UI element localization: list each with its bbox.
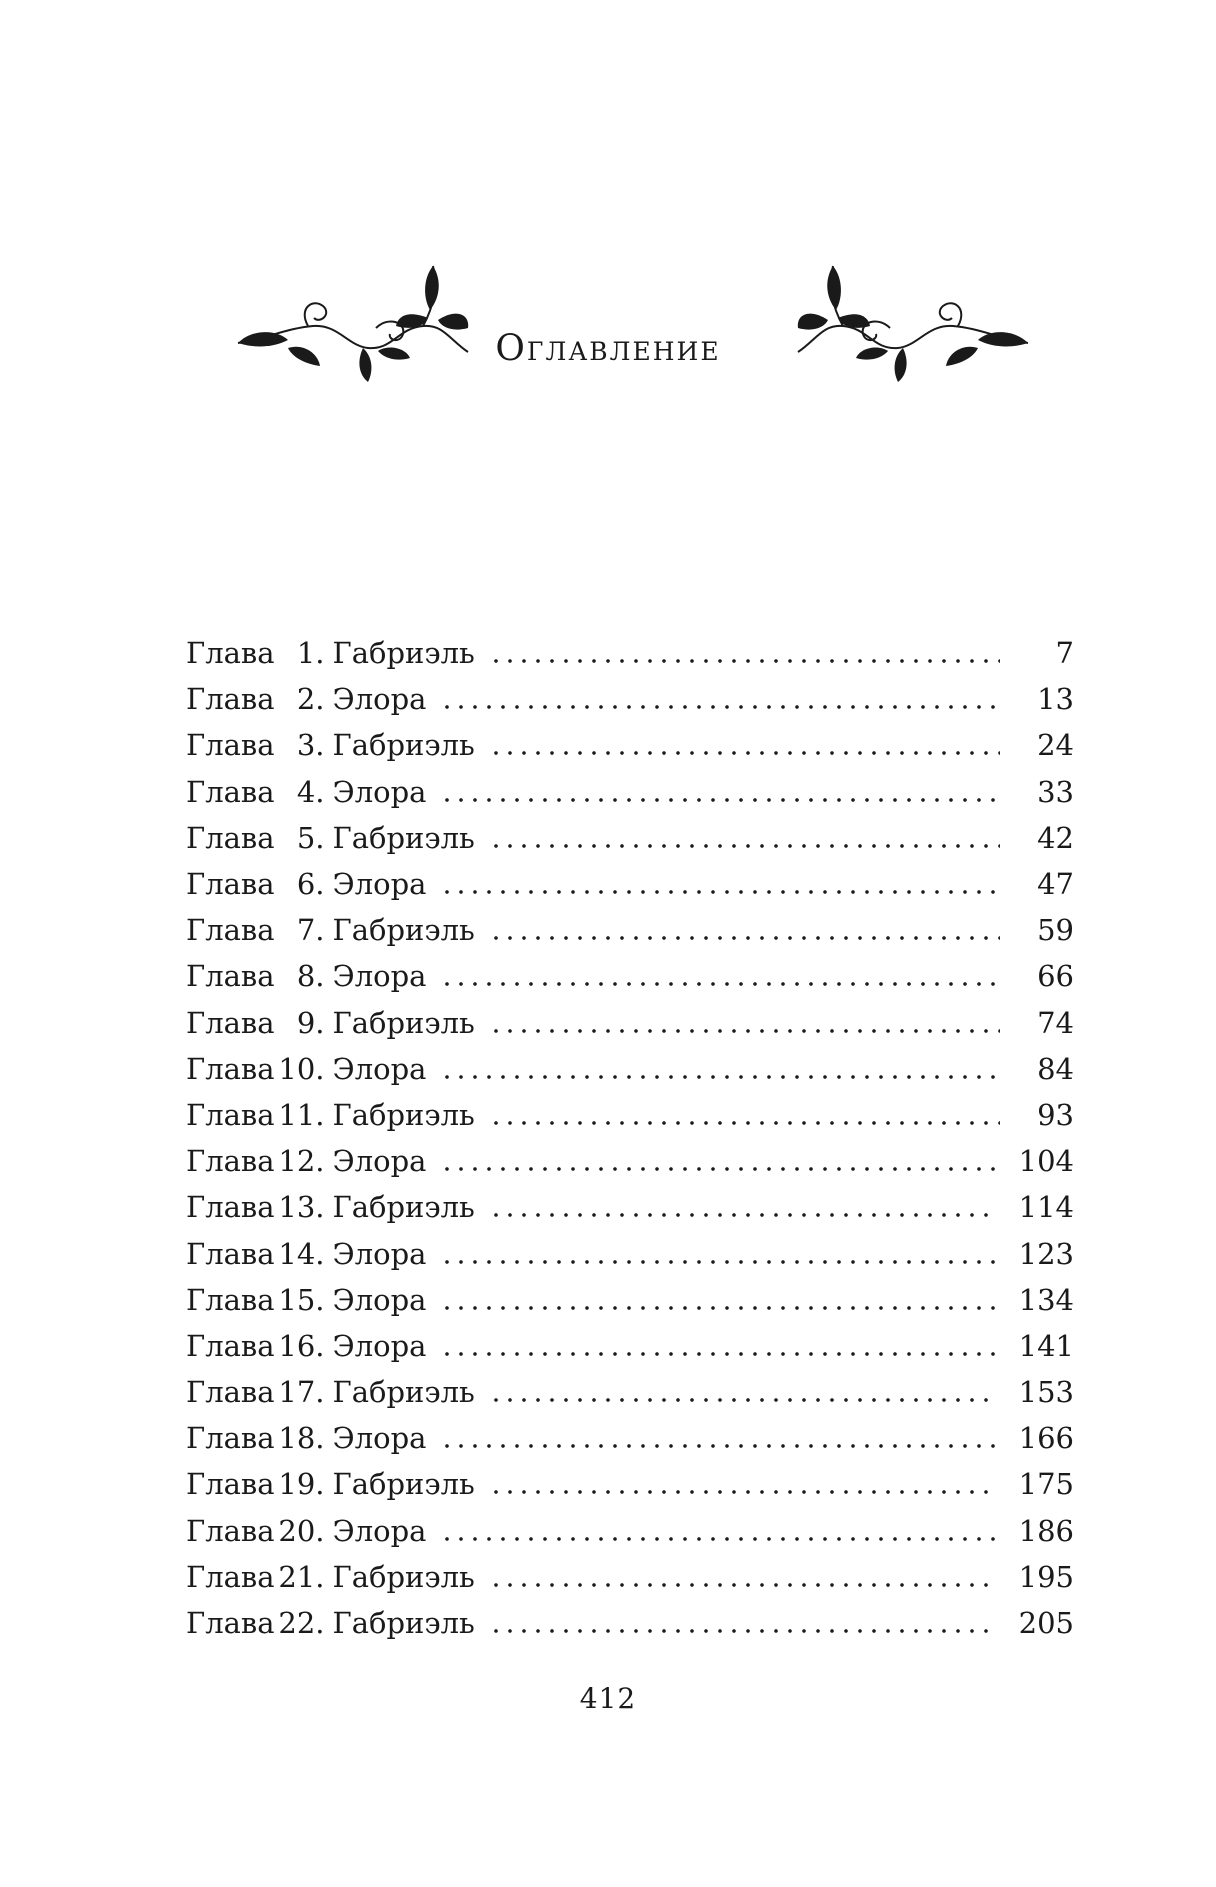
chapter-page: 186 — [1018, 1513, 1074, 1548]
dot-leader — [440, 1167, 996, 1171]
chapter-page: 195 — [1018, 1559, 1074, 1594]
chapter-label: Глава 13. — [186, 1184, 325, 1230]
dot-leader — [489, 1029, 1000, 1033]
chapter-number: 2. — [296, 682, 325, 717]
chapter-label: Глава 15. — [186, 1277, 325, 1323]
chapter-label: Глава 10. — [186, 1046, 325, 1092]
chapter-title: Габриэль — [332, 1375, 475, 1410]
chapter-page: 84 — [1037, 1051, 1074, 1086]
chapter-number: 5. — [296, 820, 325, 855]
vine-ornament-icon — [228, 248, 488, 398]
chapter-page: 153 — [1018, 1375, 1074, 1410]
chapter-page: 166 — [1018, 1421, 1074, 1456]
toc-entry[interactable] — [186, 1046, 1074, 1092]
chapter-number: 22. — [278, 1606, 325, 1641]
chapter-page: 7 — [1055, 636, 1074, 671]
dot-leader — [440, 1537, 996, 1541]
chapter-label: Глава 22. — [186, 1600, 325, 1646]
chapter-number: 14. — [278, 1236, 325, 1271]
chapter-title: Элора — [332, 1513, 427, 1548]
chapter-title: Габриэль — [332, 636, 475, 671]
dot-leader — [489, 1629, 997, 1633]
chapter-title: Габриэль — [332, 820, 475, 855]
chapter-page: 42 — [1037, 820, 1074, 855]
chapter-page: 93 — [1037, 1097, 1074, 1132]
chapter-label: Глава 4. — [186, 769, 325, 815]
chapter-title: Элора — [332, 1282, 427, 1317]
chapter-page: 123 — [1018, 1236, 1074, 1271]
chapter-label: Глава 14. — [186, 1231, 325, 1277]
chapter-number: 19. — [278, 1467, 325, 1502]
chapter-number: 7. — [296, 913, 325, 948]
dot-leader — [440, 890, 1000, 894]
chapter-page: 13 — [1037, 682, 1074, 717]
page-number: 412 — [579, 1682, 637, 1715]
toc-entry[interactable] — [186, 861, 1074, 907]
chapter-label: Глава 19. — [186, 1461, 325, 1507]
chapter-label: Глава 20. — [186, 1508, 325, 1554]
toc-entry[interactable] — [186, 1184, 1074, 1230]
toc-entry[interactable] — [186, 907, 1074, 953]
chapter-title: Элора — [332, 1236, 427, 1271]
dot-leader — [440, 1260, 996, 1264]
toc-entry[interactable] — [186, 1323, 1074, 1369]
chapter-title: Элора — [332, 774, 427, 809]
chapter-number: 4. — [296, 774, 325, 809]
chapter-number: 18. — [278, 1421, 325, 1456]
chapter-title: Габриэль — [332, 1606, 475, 1641]
toc-entry[interactable] — [186, 630, 1074, 676]
chapter-title: Элора — [332, 1051, 427, 1086]
chapter-title: Элора — [332, 1328, 427, 1363]
toc-entry[interactable] — [186, 1092, 1074, 1138]
chapter-title: Габриэль — [332, 1467, 475, 1502]
chapter-label: Глава 11. — [186, 1092, 325, 1138]
dot-leader — [489, 659, 1000, 663]
chapter-page: 59 — [1037, 913, 1074, 948]
chapter-label: Глава 1. — [186, 630, 325, 676]
dot-leader — [440, 798, 1000, 802]
toc-entry[interactable] — [186, 953, 1074, 999]
dot-leader — [489, 1583, 997, 1587]
dot-leader — [440, 1444, 996, 1448]
chapter-number: 12. — [278, 1144, 325, 1179]
toc-entry[interactable] — [186, 1138, 1074, 1184]
chapter-label: Глава 5. — [186, 815, 325, 861]
chapter-number: 21. — [278, 1559, 325, 1594]
dot-leader — [440, 982, 1000, 986]
chapter-label: Глава 12. — [186, 1138, 325, 1184]
chapter-number: 10. — [278, 1051, 325, 1086]
chapter-page: 114 — [1018, 1190, 1074, 1225]
chapter-title: Габриэль — [332, 1005, 475, 1040]
chapter-page: 141 — [1018, 1328, 1074, 1363]
chapter-title: Габриэль — [332, 728, 475, 763]
chapter-label: Глава 2. — [186, 676, 325, 722]
chapter-title: Габриэль — [332, 1097, 475, 1132]
toc-entry[interactable] — [186, 676, 1074, 722]
toc-entry[interactable] — [186, 1230, 1074, 1276]
dot-leader — [440, 1352, 996, 1356]
chapter-number: 13. — [278, 1190, 325, 1225]
chapter-title: Элора — [332, 1144, 427, 1179]
toc-entry[interactable] — [186, 1600, 1074, 1646]
chapter-page: 24 — [1037, 728, 1074, 763]
dot-leader — [440, 1306, 996, 1310]
chapter-label: Глава 3. — [186, 722, 325, 768]
chapter-page: 175 — [1018, 1467, 1074, 1502]
chapter-number: 20. — [278, 1513, 325, 1548]
chapter-label: Глава 16. — [186, 1323, 325, 1369]
chapter-number: 16. — [278, 1328, 325, 1363]
chapter-page: 47 — [1037, 867, 1074, 902]
chapter-title: Габриэль — [332, 913, 475, 948]
chapter-number: 9. — [296, 1005, 325, 1040]
toc-entry[interactable] — [186, 769, 1074, 815]
chapter-label: Глава 9. — [186, 1000, 325, 1046]
chapter-number: 1. — [296, 636, 325, 671]
dot-leader — [440, 1075, 1000, 1079]
chapter-page: 33 — [1037, 774, 1074, 809]
chapter-number: 3. — [296, 728, 325, 763]
dot-leader — [489, 936, 1000, 940]
toc-entry[interactable] — [186, 1369, 1074, 1415]
page-title: Оглавление — [495, 328, 721, 369]
chapter-label: Глава 17. — [186, 1369, 325, 1415]
table-of-contents — [186, 630, 1074, 1646]
toc-entry[interactable] — [186, 1277, 1074, 1323]
dot-leader — [489, 844, 1000, 848]
chapter-page: 66 — [1037, 959, 1074, 994]
dot-leader — [440, 705, 1000, 709]
chapter-title: Габриэль — [332, 1190, 475, 1225]
page-header — [0, 248, 1216, 398]
chapter-label: Глава 18. — [186, 1415, 325, 1461]
toc-entry[interactable] — [186, 1508, 1074, 1554]
chapter-number: 17. — [278, 1375, 325, 1410]
toc-entry[interactable] — [186, 815, 1074, 861]
chapter-title: Элора — [332, 682, 427, 717]
dot-leader — [489, 1213, 997, 1217]
dot-leader — [489, 751, 1000, 755]
chapter-number: 15. — [278, 1282, 325, 1317]
chapter-page: 104 — [1018, 1144, 1074, 1179]
dot-leader — [489, 1490, 997, 1494]
toc-entry[interactable] — [186, 1461, 1074, 1507]
toc-entry[interactable] — [186, 1554, 1074, 1600]
dot-leader — [489, 1121, 1000, 1125]
chapter-page: 205 — [1018, 1606, 1074, 1641]
chapter-number: 11. — [278, 1097, 325, 1132]
chapter-page: 74 — [1037, 1005, 1074, 1040]
dot-leader — [489, 1398, 997, 1402]
chapter-number: 6. — [296, 867, 325, 902]
chapter-title: Элора — [332, 867, 427, 902]
chapter-label: Глава 8. — [186, 953, 325, 999]
chapter-page: 134 — [1018, 1282, 1074, 1317]
chapter-label: Глава 6. — [186, 861, 325, 907]
chapter-number: 8. — [296, 959, 325, 994]
vine-ornament-icon — [778, 248, 1038, 398]
chapter-label: Глава 7. — [186, 907, 325, 953]
chapter-title: Габриэль — [332, 1559, 475, 1594]
toc-entry[interactable] — [186, 722, 1074, 768]
toc-entry[interactable] — [186, 1000, 1074, 1046]
chapter-label: Глава 21. — [186, 1554, 325, 1600]
chapter-title: Элора — [332, 1421, 427, 1456]
chapter-title: Элора — [332, 959, 427, 994]
toc-entry[interactable] — [186, 1415, 1074, 1461]
